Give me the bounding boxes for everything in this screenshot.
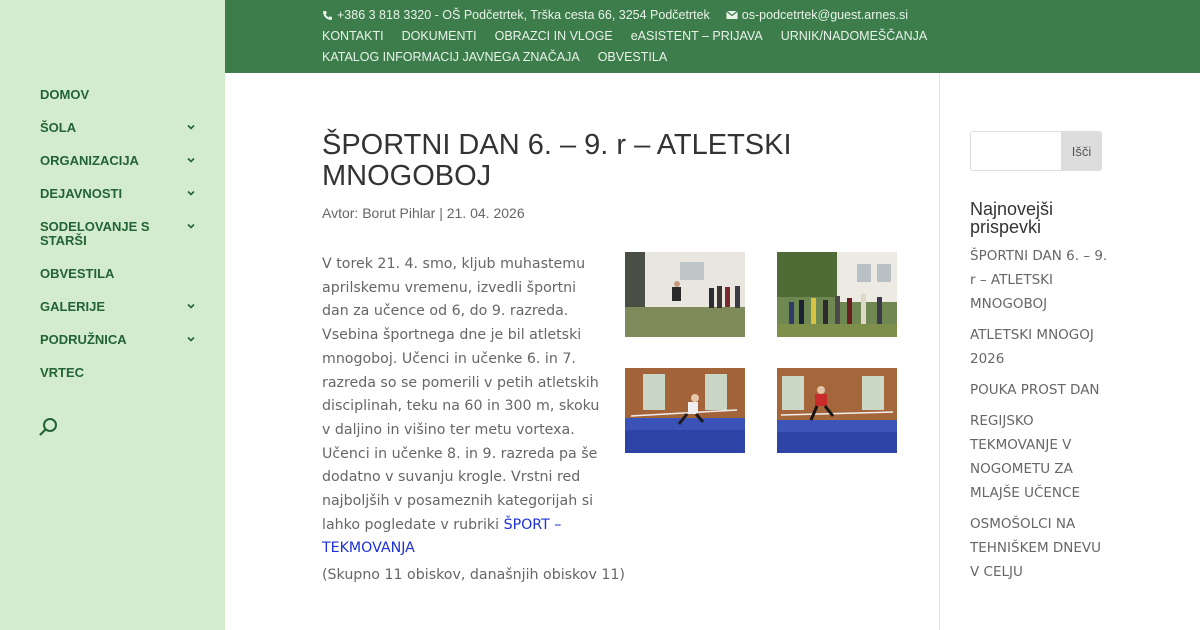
nav-item-label: DOMOV (40, 87, 90, 102)
top-links-row-2 (322, 50, 667, 64)
contact-info (322, 8, 908, 22)
top-header (225, 0, 1200, 73)
post-title: ŠPORTNI DAN 6. – 9. r – ATLETSKI MNOGOBOJ (322, 129, 792, 192)
recent-post-link[interactable]: OSMOŠOLCI NA TEHNIŠKEM DNEVU V CELJU (970, 516, 1102, 580)
nav-item-5[interactable] (40, 267, 210, 281)
recent-post-link[interactable]: REGIJSKO TEKMOVANJE V NOGOMETU ZA MLAJŠE UČENCE (970, 413, 1080, 501)
nav-item-label: SODELOVANJE S STARŠI (40, 219, 150, 248)
nav-item-4[interactable] (40, 220, 210, 248)
top-link-links_row2-1[interactable]: OBVESTILA (597, 50, 668, 64)
nav-item-label: OBVESTILA (40, 266, 115, 281)
chevron-down-icon[interactable] (186, 122, 196, 132)
sidebar-divider (939, 73, 940, 630)
chevron-down-icon[interactable] (186, 301, 196, 311)
chevron-down-icon[interactable] (186, 221, 196, 231)
nav-item-3[interactable] (40, 187, 210, 201)
top-link-links_row1-0[interactable]: KONTAKTI (322, 29, 384, 43)
left-sidebar (0, 0, 225, 630)
article (322, 129, 912, 583)
nav-item-label: ŠOLA (40, 120, 77, 135)
gallery-photo-4[interactable] (777, 368, 897, 453)
phone-icon (322, 10, 333, 21)
post-meta: Avtor: Borut Pihlar | 21. 04. 2026 (322, 205, 525, 221)
recent-post-link[interactable]: POUKA PROST DAN (970, 382, 1100, 398)
nav-item-label: GALERIJE (40, 299, 106, 314)
chevron-down-icon[interactable] (186, 155, 196, 165)
nav-item-label: DEJAVNOSTI (40, 186, 123, 201)
nav-item-1[interactable] (40, 121, 210, 135)
gallery-photo-1[interactable] (625, 252, 745, 337)
post-body (322, 253, 607, 561)
phone-info[interactable] (322, 8, 710, 22)
top-links-row-1 (322, 29, 927, 43)
post-body-text: V torek 21. 4. smo, kljub muhastemu aprilskemu vremenu, izvedli športni dan za učence od 6, do 9. razreda. Vsebina športnega dne je bil atletski mnogoboj. Učenci in učenke 6. in 7. razreda so se pomerili v petih atletskih disciplinah, teku na 60 in 300 m, skoku v daljino in višino ter metu vortexa. Učenci in učenke 8. in 9. razreda pa še dodatno v suvanju krogle. Vrstni red najboljših v posameznih kategorijah si lahko pogledate v rubriki (322, 256, 600, 533)
nav-item-7[interactable] (40, 333, 210, 347)
search-button[interactable]: Išči (1061, 131, 1102, 171)
nav-item-label: VRTEC (40, 365, 85, 380)
phone-text: +386 3 818 3320 - OŠ Podčetrtek, Trška cesta 66, 3254 Podčetrtek (337, 8, 710, 22)
top-link-links_row1-1[interactable]: DOKUMENTI (401, 29, 477, 43)
recent-post-link[interactable]: ŠPORTNI DAN 6. – 9. r – ATLETSKI MNOGOBOJ (970, 248, 1108, 312)
recent-posts (970, 200, 1110, 591)
nav-item-label: ORGANIZACIJA (40, 153, 139, 168)
nav-item-2[interactable] (40, 154, 210, 168)
recent-posts-list (970, 244, 1110, 584)
email-info[interactable] (726, 8, 908, 22)
gallery-photo-2[interactable] (777, 252, 897, 337)
nav-item-8[interactable] (40, 366, 210, 380)
top-link-links_row1-3[interactable]: eASISTENT – PRIJAVA (630, 29, 763, 43)
search-input[interactable] (970, 131, 1061, 171)
sidebar-search (970, 131, 1102, 171)
photo-gallery (625, 252, 897, 453)
recent-posts-heading: Najnovejši prispevki (970, 199, 1054, 237)
sport-tekmovanja-link[interactable]: ŠPORT – TEKMOVANJA (322, 516, 562, 557)
chevron-down-icon[interactable] (186, 188, 196, 198)
nav-item-0[interactable] (40, 88, 210, 102)
top-link-links_row1-4[interactable]: URNIK/NADOMEŠČANJA (780, 29, 928, 43)
photo-indoor-high-jump-2 (777, 368, 897, 453)
search-icon[interactable] (38, 416, 60, 438)
nav-item-6[interactable] (40, 300, 210, 314)
chevron-down-icon[interactable] (186, 334, 196, 344)
email-text: os-podcetrtek@guest.arnes.si (741, 8, 909, 22)
visit-counter: (Skupno 11 obiskov, današnjih obiskov 11) (322, 567, 625, 583)
nav-item-label: PODRUŽNICA (40, 332, 127, 347)
top-link-links_row2-0[interactable]: KATALOG INFORMACIJ JAVNEGA ZNAČAJA (322, 50, 580, 64)
gallery-photo-3[interactable] (625, 368, 745, 453)
photo-outdoor-group (777, 252, 897, 337)
main-menu (40, 88, 210, 399)
photo-outdoor-throw (625, 252, 745, 337)
photo-indoor-high-jump-1 (625, 368, 745, 453)
top-link-links_row1-2[interactable]: OBRAZCI IN VLOGE (494, 29, 613, 43)
envelope-icon (726, 10, 738, 20)
recent-post-link[interactable]: ATLETSKI MNOGOJ 2026 (970, 327, 1094, 367)
